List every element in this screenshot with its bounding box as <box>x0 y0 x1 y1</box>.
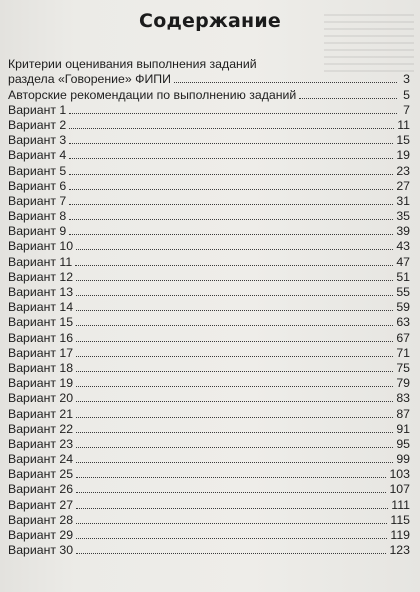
dot-leader <box>69 234 393 235</box>
dot-leader <box>299 98 397 99</box>
toc-entry-page-number: 19 <box>396 148 410 163</box>
toc-entry <box>8 512 410 527</box>
toc-entry-label: Вариант 8 <box>8 209 67 224</box>
toc-entry-label: Вариант 14 <box>8 300 74 315</box>
toc-entry-label: раздела «Говорение» ФИПИ <box>8 72 171 87</box>
toc-entry-label: Вариант 26 <box>8 482 74 497</box>
dot-leader <box>69 219 393 220</box>
dot-leader <box>174 82 397 83</box>
toc-entry-page-number: 115 <box>390 512 410 527</box>
toc-entry <box>8 162 410 177</box>
toc-entry-label: Вариант 3 <box>8 133 67 148</box>
toc-entry-label: Вариант 20 <box>8 391 74 406</box>
toc-entry-page-number: 59 <box>396 300 410 315</box>
dot-leader <box>76 462 393 463</box>
toc-entry-label: Вариант 7 <box>8 193 67 208</box>
toc-entry <box>8 102 410 117</box>
dot-leader <box>76 280 393 281</box>
toc-entry-label: Вариант 27 <box>8 497 74 512</box>
toc-entry-page-number: 23 <box>396 163 410 178</box>
toc-entry-label: Вариант 29 <box>8 528 74 542</box>
toc-entry <box>8 405 410 420</box>
toc-entry-page-number: 47 <box>396 254 410 269</box>
toc-entry <box>8 451 410 466</box>
dot-leader <box>69 189 393 190</box>
toc-entry-label: Вариант 17 <box>8 345 74 360</box>
toc-entry <box>8 299 410 314</box>
toc-entry <box>8 147 410 162</box>
toc-entry-label: Вариант 11 <box>8 254 73 269</box>
toc-entry <box>8 269 410 284</box>
toc-entry <box>8 56 410 71</box>
toc-entry-page-number: 103 <box>389 467 410 482</box>
dot-leader <box>69 204 393 205</box>
toc-entry <box>8 178 410 193</box>
dot-leader <box>76 356 393 357</box>
dot-leader <box>76 417 393 418</box>
toc-entry <box>8 360 410 375</box>
dot-leader <box>76 508 388 509</box>
toc-entry-page-number: 63 <box>396 315 410 330</box>
toc-entry <box>8 86 410 101</box>
toc-entry-page-number: 123 <box>389 543 410 558</box>
dot-leader <box>76 523 387 524</box>
toc-entry-label: Вариант 19 <box>8 376 74 391</box>
toc-entry-page-number: 7 <box>403 102 410 117</box>
toc-entry-page-number: 79 <box>396 376 410 391</box>
toc-entry-page-number: 83 <box>396 391 410 406</box>
toc-entry-label: Вариант 9 <box>8 224 67 239</box>
toc-entry-label: Вариант 2 <box>8 117 67 132</box>
toc-entry-label: Вариант 24 <box>8 452 74 467</box>
toc-entry <box>8 527 410 542</box>
dot-leader <box>69 143 393 144</box>
toc-entry-label: Вариант 21 <box>8 406 74 421</box>
toc-entry-page-number: 15 <box>396 133 410 148</box>
toc-entry <box>8 345 410 360</box>
toc-entry <box>8 238 410 253</box>
toc-entry-label: Авторские рекомендации по выполнению заданий <box>8 87 297 102</box>
toc-entry <box>8 71 410 86</box>
table-of-contents <box>8 56 410 557</box>
toc-entry <box>8 117 410 132</box>
toc-entry <box>8 466 410 481</box>
toc-entry-label: Вариант 1 <box>8 102 67 117</box>
toc-entry-label: Вариант 15 <box>8 315 74 330</box>
toc-entry-label: Вариант 23 <box>8 436 74 451</box>
dot-leader <box>69 158 393 159</box>
dot-leader <box>69 113 397 114</box>
dot-leader <box>69 128 394 129</box>
toc-entry-page-number: 119 <box>390 528 410 542</box>
page-title: Содержание <box>139 10 281 32</box>
toc-entry <box>8 390 410 405</box>
toc-entry-label: Вариант 28 <box>8 512 74 527</box>
toc-entry-page-number: 99 <box>396 452 410 467</box>
toc-entry <box>8 496 410 511</box>
toc-entry-label: Вариант 30 <box>8 543 74 558</box>
toc-entry-label: Вариант 12 <box>8 269 74 284</box>
dot-leader <box>76 310 393 311</box>
toc-entry-label: Вариант 13 <box>8 285 74 299</box>
toc-entry <box>8 253 410 268</box>
toc-entry-label: Критерии оценивания выполнения заданий <box>8 57 257 72</box>
dot-leader <box>76 386 393 387</box>
toc-entry <box>8 542 410 557</box>
dot-leader <box>76 477 386 478</box>
toc-entry <box>8 481 410 496</box>
dot-leader <box>76 401 393 402</box>
toc-entry-page-number: 51 <box>396 269 410 284</box>
toc-entry-page-number: 31 <box>396 193 410 208</box>
dot-leader <box>69 174 393 175</box>
toc-entry-page-number: 55 <box>396 285 410 299</box>
toc-entry-page-number: 3 <box>403 72 410 87</box>
dot-leader <box>76 492 386 493</box>
toc-entry <box>8 421 410 436</box>
toc-entry-label: Вариант 5 <box>8 163 67 178</box>
toc-entry-label: Вариант 16 <box>8 330 74 345</box>
toc-entry <box>8 208 410 223</box>
toc-entry <box>8 329 410 344</box>
toc-entry-page-number: 87 <box>396 406 410 421</box>
toc-entry-page-number: 27 <box>396 178 410 193</box>
toc-entry <box>8 314 410 329</box>
toc-entry <box>8 193 410 208</box>
toc-entry-label: Вариант 25 <box>8 467 74 482</box>
toc-entry-page-number: 71 <box>396 345 410 360</box>
dot-leader <box>76 325 393 326</box>
dot-leader <box>76 295 393 296</box>
dot-leader <box>75 265 393 266</box>
dot-leader <box>76 341 393 342</box>
toc-entry-page-number: 75 <box>396 360 410 375</box>
toc-entry-label: Вариант 18 <box>8 360 74 375</box>
dot-leader <box>76 432 393 433</box>
toc-entry-page-number: 39 <box>396 224 410 239</box>
dot-leader <box>76 553 386 554</box>
toc-entry-page-number: 67 <box>396 330 410 345</box>
toc-entry <box>8 223 410 238</box>
toc-entry-page-number: 43 <box>396 239 410 254</box>
toc-entry <box>8 375 410 390</box>
toc-entry-label: Вариант 10 <box>8 239 74 254</box>
toc-entry <box>8 436 410 451</box>
toc-entry-page-number: 5 <box>403 87 410 102</box>
dot-leader <box>76 538 387 539</box>
toc-entry-label: Вариант 4 <box>8 148 67 163</box>
toc-entry-page-number: 91 <box>396 421 410 436</box>
dot-leader <box>76 447 393 448</box>
dot-leader <box>76 249 393 250</box>
dot-leader <box>76 371 393 372</box>
toc-entry-page-number: 95 <box>396 436 410 451</box>
toc-entry-page-number: 35 <box>396 209 410 224</box>
toc-entry-page-number: 11 <box>397 117 410 132</box>
toc-entry-page-number: 111 <box>391 497 410 512</box>
toc-entry-label: Вариант 6 <box>8 178 67 193</box>
toc-entry <box>8 132 410 147</box>
toc-entry-page-number: 107 <box>389 482 410 497</box>
toc-entry <box>8 284 410 299</box>
toc-entry-label: Вариант 22 <box>8 421 74 436</box>
